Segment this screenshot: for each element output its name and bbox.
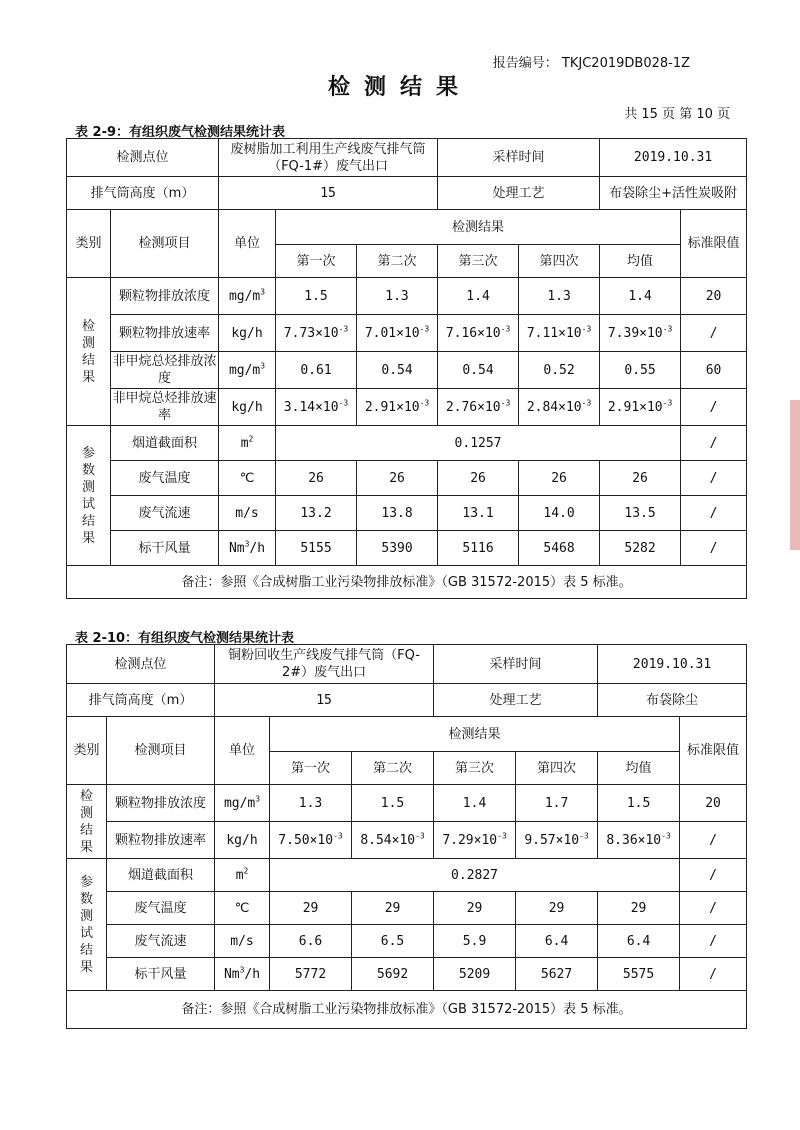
header-run-2: 第二次 [357,245,438,278]
value-cell [438,278,519,315]
unit-suffix: /h [249,540,266,556]
unit-text: Nm [228,540,245,556]
value-cell [357,389,438,426]
table-row [67,892,747,925]
value-text: 3.14×10 [283,399,339,415]
unit-cell [215,892,270,925]
item-cell: 废气温度 [111,461,219,496]
unit-cell [219,496,276,531]
value-cell [434,785,516,822]
value-cell: 6.5 [352,925,434,958]
value-text: 1.4 [628,288,652,304]
value-cell [438,389,519,426]
unit-text: kg/h [231,325,263,341]
value-cell [276,389,357,426]
value-text: 7.50×10 [278,832,334,848]
table-caption: 表 2-9：有组织废气检测结果统计表 [75,125,286,140]
value-cell [357,352,438,389]
value-cell [519,278,600,315]
value-text: 1.5 [626,795,651,811]
height-value: 15 [215,684,434,717]
table-row [67,958,747,991]
value-cell: 14.0 [519,496,600,531]
param-rows [67,426,747,566]
table-row [67,315,747,352]
value-text: 7.39×10 [607,325,663,341]
limit-cell: / [681,315,747,352]
item-cell: 标干风量 [111,531,219,566]
unit-text: m [240,435,249,451]
time-value: 2019.10.31 [600,139,747,177]
value-cell [434,822,516,859]
value-cell [438,315,519,352]
unit-suffix: /h [244,966,261,982]
header-mean: 均值 [600,245,681,278]
value-exponent: -3 [333,831,343,841]
value-cell: 5282 [600,531,681,566]
value-cell [276,315,357,352]
unit-cell [215,785,270,822]
value-cell: 5209 [434,958,516,991]
value-cell: 26 [519,461,600,496]
value-cell: 6.4 [516,925,598,958]
header-category: 类别 [67,210,111,278]
unit-cell [215,822,270,859]
table-row [67,859,747,892]
item-cell: 颗粒物排放浓度 [107,785,215,822]
value-text: 0.54 [381,362,413,378]
header-run-4: 第四次 [516,752,598,785]
table-row [67,925,747,958]
value-cell [598,822,680,859]
table-row [67,426,747,461]
param-rows [67,859,747,991]
value-text: 7.01×10 [364,325,420,341]
unit-exponent: 3 [260,287,266,297]
unit-text: m [235,867,244,883]
limit-cell: / [680,958,747,991]
height-value: 15 [219,177,438,210]
limit-cell: / [680,925,747,958]
value-cell: 5468 [519,531,600,566]
value-text: 0.61 [300,362,332,378]
limit-cell: / [681,461,747,496]
category-result: 检测结果 [67,785,107,859]
value-text: 1.4 [462,795,487,811]
value-text: 8.36×10 [606,832,662,848]
value-text: 1.3 [547,288,571,304]
value-exponent: -3 [419,398,430,408]
value-cell [270,822,352,859]
table-row [67,352,747,389]
value-cell: 5692 [352,958,434,991]
label-point: 检测点位 [67,139,219,177]
value-text: 7.73×10 [283,325,339,341]
label-time: 采样时间 [438,139,600,177]
unit-text: m/s [230,933,254,949]
item-cell: 非甲烷总烃排放速率 [111,389,219,426]
value-cell: 13.5 [600,496,681,531]
value-cell [598,785,680,822]
value-cell: 5155 [276,531,357,566]
value-text: 1.3 [385,288,409,304]
unit-exponent: 3 [260,361,266,371]
value-cell [516,785,598,822]
value-cell: 29 [434,892,516,925]
header-run-3: 第三次 [434,752,516,785]
page-info: 共 15 页 第 10 页 [624,107,730,122]
item-cell: 废气温度 [107,892,215,925]
result-rows [67,278,747,426]
table-row [67,278,747,315]
process-value: 布袋除尘 [598,684,747,717]
value-cell: 13.1 [438,496,519,531]
unit-cell [219,278,276,315]
unit-text: mg/m [228,288,261,304]
value-exponent: -3 [662,324,673,334]
value-cell: 26 [276,461,357,496]
unit-cell [219,426,276,461]
value-cell: 13.8 [357,496,438,531]
unit-text: mg/m [228,362,261,378]
value-cell: 5.9 [434,925,516,958]
unit-text: m/s [235,505,259,521]
table-row [67,785,747,822]
unit-text: kg/h [226,832,258,848]
table-row [67,531,747,566]
header-run-4: 第四次 [519,245,600,278]
header-results: 检测结果 [276,210,681,245]
value-cell [600,389,681,426]
limit-cell: / [680,822,747,859]
value-cell: 5116 [438,531,519,566]
value-cell [600,352,681,389]
unit-cell [215,859,270,892]
value-text: 2.91×10 [364,399,420,415]
value-cell: 29 [598,892,680,925]
value-text: 1.5 [304,288,328,304]
unit-cell [215,925,270,958]
limit-cell: / [681,531,747,566]
limit-cell: / [680,859,747,892]
unit-exponent: 2 [243,866,249,876]
unit-exponent: 3 [244,539,250,549]
unit-text: Nm [223,966,240,982]
value-cell: 29 [270,892,352,925]
value-exponent: -3 [419,324,430,334]
unit-cell [219,461,276,496]
header-standard: 标准限值 [680,717,747,785]
unit-exponent: 2 [248,434,254,444]
value-cell [516,822,598,859]
value-exponent: -3 [415,831,425,841]
unit-text: ℃ [239,470,255,486]
table-row [67,496,747,531]
header-standard: 标准限值 [681,210,747,278]
limit-cell: / [681,389,747,426]
value-text: 7.16×10 [445,325,501,341]
value-cell: 5772 [270,958,352,991]
value-cell [276,278,357,315]
value-text: 8.54×10 [360,832,416,848]
value-cell: 29 [516,892,598,925]
value-exponent: -3 [662,398,673,408]
item-cell: 颗粒物排放浓度 [111,278,219,315]
value-text: 0.55 [624,362,656,378]
table-note: 备注：参照《合成树脂工业污染物排放标准》（GB 31572-2015）表 5 标准。 [67,566,747,599]
value-exponent: -3 [500,398,511,408]
table-row [67,822,747,859]
limit-cell: / [681,496,747,531]
value-cell: 26 [438,461,519,496]
label-process: 处理工艺 [438,177,600,210]
value-exponent: -3 [338,324,349,334]
unit-cell [219,352,276,389]
unit-text: mg/m [223,795,256,811]
value-text: 0.54 [462,362,494,378]
label-time: 采样时间 [434,645,598,684]
report-number: 报告编号： TKJC2019DB028-1Z [492,56,690,71]
limit-cell: 20 [681,278,747,315]
unit-cell [219,531,276,566]
value-text: 7.29×10 [442,832,498,848]
category-param: 参数测试结果 [67,859,107,991]
label-height: 排气筒高度（m） [67,684,215,717]
value-exponent: -3 [581,324,592,334]
header-unit: 单位 [219,210,276,278]
value-cell: 5627 [516,958,598,991]
table-note: 备注：参照《合成树脂工业污染物排放标准》（GB 31572-2015）表 5 标准。 [67,991,747,1029]
header-run-1: 第一次 [276,245,357,278]
unit-cell [219,389,276,426]
value-cell [357,315,438,352]
value-exponent: -3 [581,398,592,408]
header-item: 检测项目 [107,717,215,785]
value-cell: 29 [352,892,434,925]
header-run-3: 第三次 [438,245,519,278]
results-table-2 [66,644,747,1029]
header-results: 检测结果 [270,717,680,752]
unit-cell [215,958,270,991]
edge-stamp-mark [790,400,800,550]
value-cell: 26 [357,461,438,496]
item-cell: 废气流速 [111,496,219,531]
value-exponent: -3 [500,324,511,334]
table-row [67,461,747,496]
label-height: 排气筒高度（m） [67,177,219,210]
value-cell: 5575 [598,958,680,991]
value-cell: 5390 [357,531,438,566]
results-table-1 [66,138,747,599]
unit-text: ℃ [234,900,250,916]
value-exponent: -3 [338,398,349,408]
category-param: 参数测试结果 [67,426,111,566]
table-caption: 表 2-10：有组织废气检测结果统计表 [75,631,295,646]
time-value: 2019.10.31 [598,645,747,684]
value-text: 1.3 [298,795,323,811]
limit-cell: / [680,892,747,925]
header-unit: 单位 [215,717,270,785]
table-row [67,389,747,426]
value-text: 7.11×10 [526,325,582,341]
value-cell [270,785,352,822]
value-exponent: -3 [579,831,589,841]
area-value: 0.1257 [276,426,681,461]
value-exponent: -3 [661,831,671,841]
category-result: 检测结果 [67,278,111,426]
value-cell [352,785,434,822]
result-rows [67,785,747,859]
point-value: 铜粉回收生产线废气排气筒（FQ-2#）废气出口 [215,645,434,684]
value-text: 1.4 [466,288,490,304]
value-cell: 13.2 [276,496,357,531]
unit-cell [219,315,276,352]
value-cell [438,352,519,389]
header-category: 类别 [67,717,107,785]
value-text: 2.76×10 [445,399,501,415]
point-value: 废树脂加工利用生产线废气排气筒（FQ-1#）废气出口 [219,139,438,177]
value-cell [519,352,600,389]
item-cell: 烟道截面积 [107,859,215,892]
value-text: 1.7 [544,795,569,811]
value-cell: 6.4 [598,925,680,958]
value-cell: 26 [600,461,681,496]
value-cell [352,822,434,859]
item-cell: 烟道截面积 [111,426,219,461]
value-exponent: -3 [497,831,507,841]
value-cell [519,389,600,426]
item-cell: 废气流速 [107,925,215,958]
page-title: 检测结果 [327,75,472,100]
unit-exponent: 3 [239,965,245,975]
value-cell [600,278,681,315]
value-cell [600,315,681,352]
value-cell [519,315,600,352]
value-text: 2.91×10 [607,399,663,415]
item-cell: 非甲烷总烃排放浓度 [111,352,219,389]
header-run-2: 第二次 [352,752,434,785]
value-cell [276,352,357,389]
item-cell: 标干风量 [107,958,215,991]
item-cell: 颗粒物排放速率 [107,822,215,859]
unit-text: kg/h [231,399,263,415]
unit-exponent: 3 [255,794,261,804]
label-point: 检测点位 [67,645,215,684]
limit-cell: / [681,426,747,461]
value-cell: 6.6 [270,925,352,958]
area-value: 0.2827 [270,859,680,892]
value-text: 2.84×10 [526,399,582,415]
process-value: 布袋除尘+活性炭吸附 [600,177,747,210]
item-cell: 颗粒物排放速率 [111,315,219,352]
value-cell [357,278,438,315]
limit-cell: 60 [681,352,747,389]
header-mean: 均值 [598,752,680,785]
header-item: 检测项目 [111,210,219,278]
value-text: 1.5 [380,795,405,811]
label-process: 处理工艺 [434,684,598,717]
header-run-1: 第一次 [270,752,352,785]
limit-cell: 20 [680,785,747,822]
value-text: 0.52 [543,362,575,378]
value-text: 9.57×10 [524,832,580,848]
